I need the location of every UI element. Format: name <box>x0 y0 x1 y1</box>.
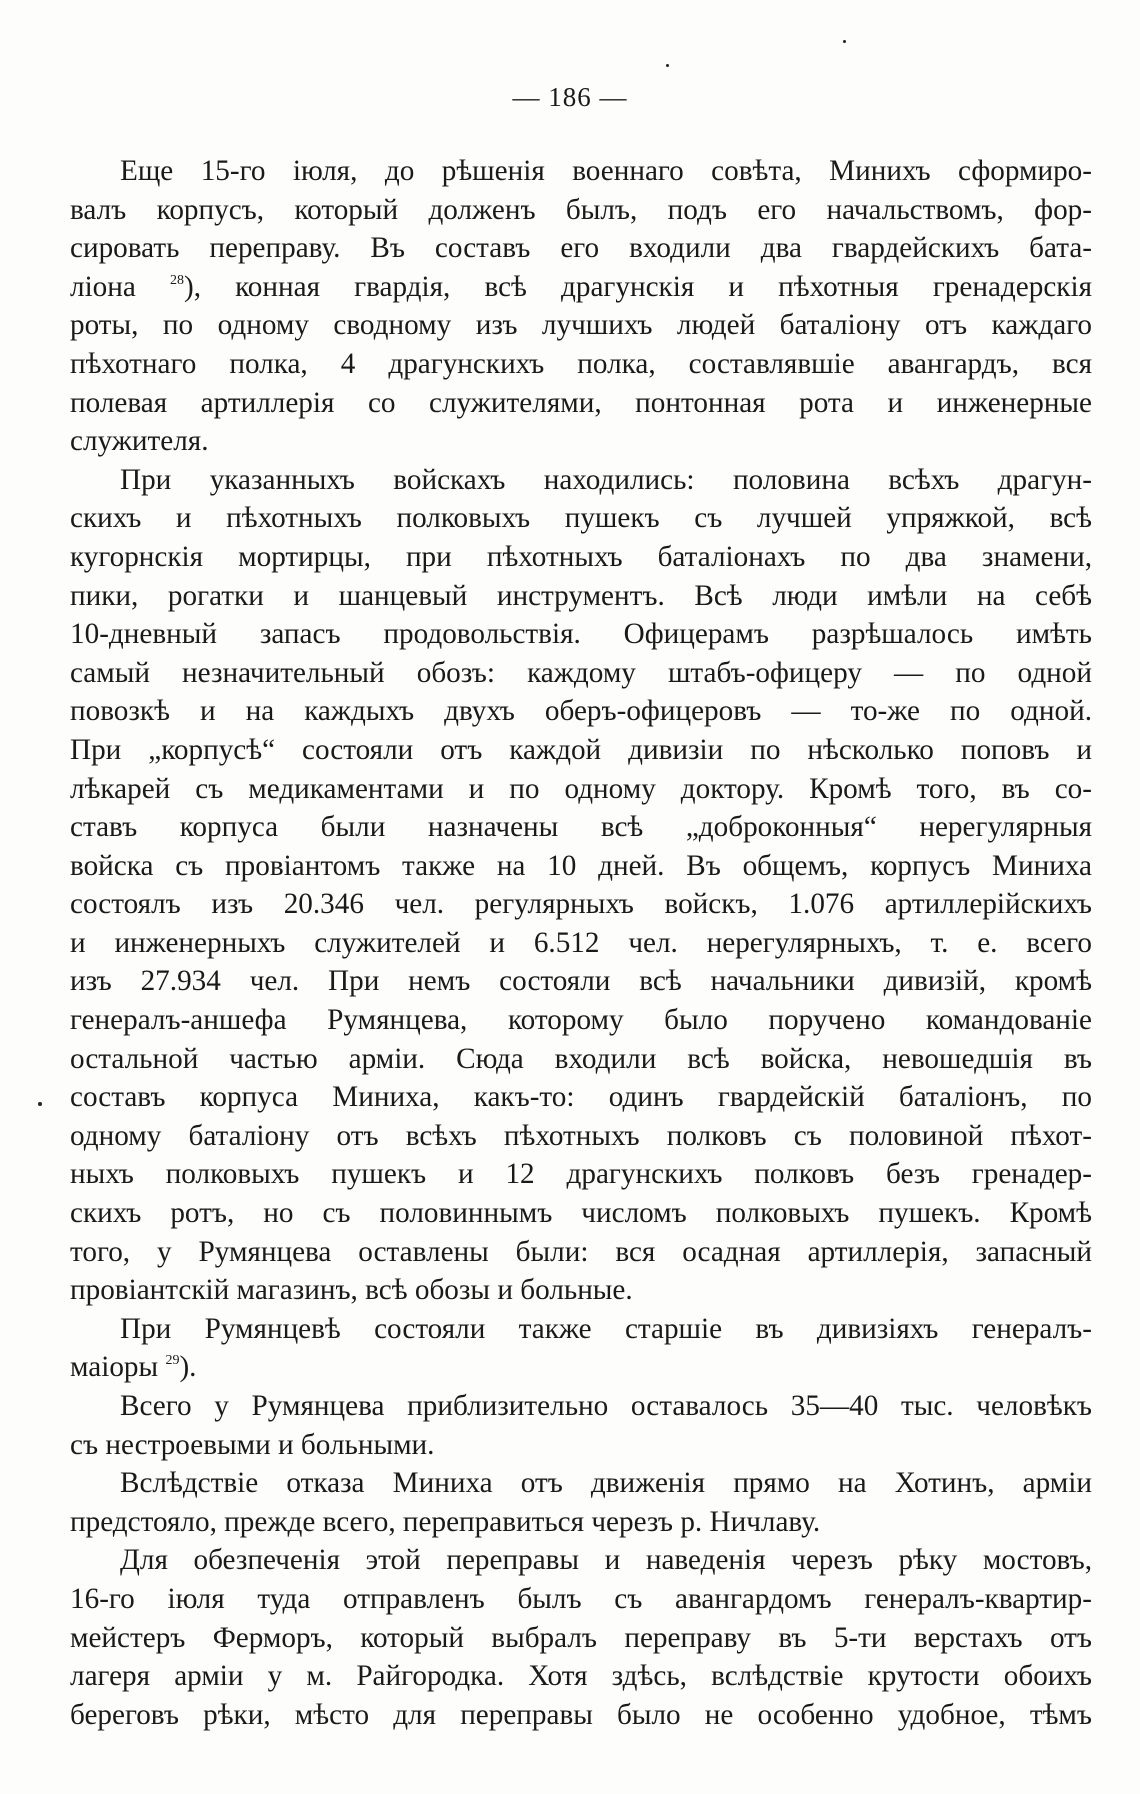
text-line: полевая артиллерія со служителями, понтонная рота и инженерные <box>70 386 1092 419</box>
text-line: самый незначительный обозъ: каждому штабъ-офицеру — по одной <box>70 656 1092 689</box>
text-line: и инженерныхъ служителей и 6.512 чел. нерегулярныхъ, т. е. всего <box>70 926 1092 959</box>
ink-speck <box>843 40 846 43</box>
ink-speck <box>38 1102 42 1106</box>
footnote-marker: 28 <box>169 272 184 288</box>
paragraph <box>70 1387 1092 1464</box>
text-fragment: ліона <box>70 270 136 303</box>
text-line: 10-дневный запасъ продовольствія. Офицерамъ разрѣшалось имѣть <box>70 618 1092 651</box>
text-fragment: маіоры <box>70 1351 159 1384</box>
text-line: повозкѣ и на каждыхъ двухъ оберъ-офицеровъ — то-же по одной. <box>70 695 1092 728</box>
text-line: При „корпусѣ“ состояли отъ каждой дивизіи по нѣсколько поповъ и <box>70 733 1092 766</box>
text-line: сировать переправу. Въ составъ его входили два гвардейскихъ бата- <box>70 232 1092 265</box>
page-number: — 186 — <box>512 82 628 112</box>
text-line: остальной частью арміи. Сюда входили всѣ войска, невошедшія въ <box>70 1042 1092 1075</box>
paragraph <box>70 461 1092 1310</box>
text-line: скихъ ротъ, но съ половиннымъ числомъ полковыхъ пушекъ. Кромѣ <box>70 1197 1092 1230</box>
text-line: лѣкарей съ медикаментами и по одному доктору. Кромѣ того, въ со- <box>70 772 1092 805</box>
text-line: изъ 27.934 чел. При немъ состояли всѣ начальники дивизій, кромѣ <box>70 965 1092 998</box>
ink-speck <box>666 64 669 67</box>
text-fragment: ), конная гвардія, всѣ драгунскія и пѣхотныя гренадерскія <box>183 270 1092 303</box>
text-fragment: ). <box>179 1351 197 1384</box>
paragraph <box>70 1464 1092 1541</box>
text-line: Вслѣдствіе отказа Миниха отъ движенія прямо на Хотинъ, арміи <box>120 1467 1092 1500</box>
text-line: 16-го іюля туда отправленъ былъ съ авангардомъ генералъ-квартир- <box>70 1582 1092 1615</box>
text-line: роты, по одному сводному изъ лучшихъ людей баталіону отъ каждаго <box>70 309 1092 342</box>
footnote-marker: 29 <box>165 1353 180 1369</box>
paragraph <box>70 152 1092 461</box>
text-line: одному баталіону отъ всѣхъ пѣхотныхъ полковъ съ половиной пѣхот- <box>70 1119 1092 1152</box>
text-line: валъ корпусъ, который долженъ былъ, подъ его начальствомъ, фор- <box>70 193 1092 226</box>
text-line: того, у Румянцева оставлены были: вся осадная артиллерія, запасный <box>70 1235 1092 1268</box>
text-line: береговъ рѣки, мѣсто для переправы было не особенно удобное, тѣмъ <box>70 1698 1092 1731</box>
body-text <box>70 152 1092 1734</box>
text-line: пѣхотнаго полка, 4 драгунскихъ полка, составлявшіе авангардъ, вся <box>70 347 1092 380</box>
text-line: скихъ и пѣхотныхъ полковыхъ пушекъ съ лучшей упряжкой, всѣ <box>70 502 1092 535</box>
text-line: кугорнскія мортирцы, при пѣхотныхъ баталіонахъ по два знамени, <box>70 540 1092 573</box>
text-line: служителя. <box>70 425 209 458</box>
text-line-with-footnote <box>70 268 1092 307</box>
text-line: войска съ провіантомъ также на 10 дней. Въ общемъ, корпусъ Миниха <box>70 849 1092 882</box>
text-line: Для обезпеченія этой переправы и наведенія черезъ рѣку мостовъ, <box>120 1544 1092 1577</box>
text-line: Всего у Румянцева приблизительно оставалось 35—40 тыс. человѣкъ <box>120 1390 1092 1422</box>
text-line: составъ корпуса Миниха, какъ-то: одинъ гвардейскій баталіонъ, по <box>70 1081 1092 1114</box>
text-line: ныхъ полковыхъ пушекъ и 12 драгунскихъ полковъ безъ гренадер- <box>70 1158 1092 1191</box>
text-line: При Румянцевѣ состояли также старшіе въ дивизіяхъ генералъ- <box>120 1312 1092 1345</box>
paragraph <box>70 1310 1092 1387</box>
text-line: провіантскій магазинъ, всѣ обозы и больные. <box>70 1274 633 1307</box>
text-line: съ нестроевыми и больными. <box>70 1428 435 1461</box>
text-line: генералъ-аншефа Румянцева, которому было поручено командованіе <box>70 1004 1092 1037</box>
text-line: мейстеръ Ферморъ, который выбралъ переправу въ 5-ти верстахъ отъ <box>70 1621 1092 1654</box>
paragraph <box>70 1541 1092 1734</box>
text-line: Еще 15-го іюля, до рѣшенія военнаго совѣта, Минихъ сформиро- <box>120 155 1092 187</box>
text-line: предстояло, прежде всего, переправиться черезъ р. Ничлаву. <box>70 1505 821 1538</box>
text-line: При указанныхъ войскахъ находились: половина всѣхъ драгун- <box>120 463 1092 496</box>
text-line: пики, рогатки и шанцевый инструментъ. Всѣ люди имѣли на себѣ <box>70 579 1092 612</box>
text-line: лагеря арміи у м. Райгородка. Хотя здѣсь, вслѣдствіе крутости обоихъ <box>70 1660 1092 1693</box>
text-line-with-footnote <box>70 1348 1092 1387</box>
text-line: ставъ корпуса были назначены всѣ „доброконныя“ нерегулярныя <box>70 811 1092 844</box>
text-line: состоялъ изъ 20.346 чел. регулярныхъ войскъ, 1.076 артиллерійскихъ <box>70 888 1092 921</box>
